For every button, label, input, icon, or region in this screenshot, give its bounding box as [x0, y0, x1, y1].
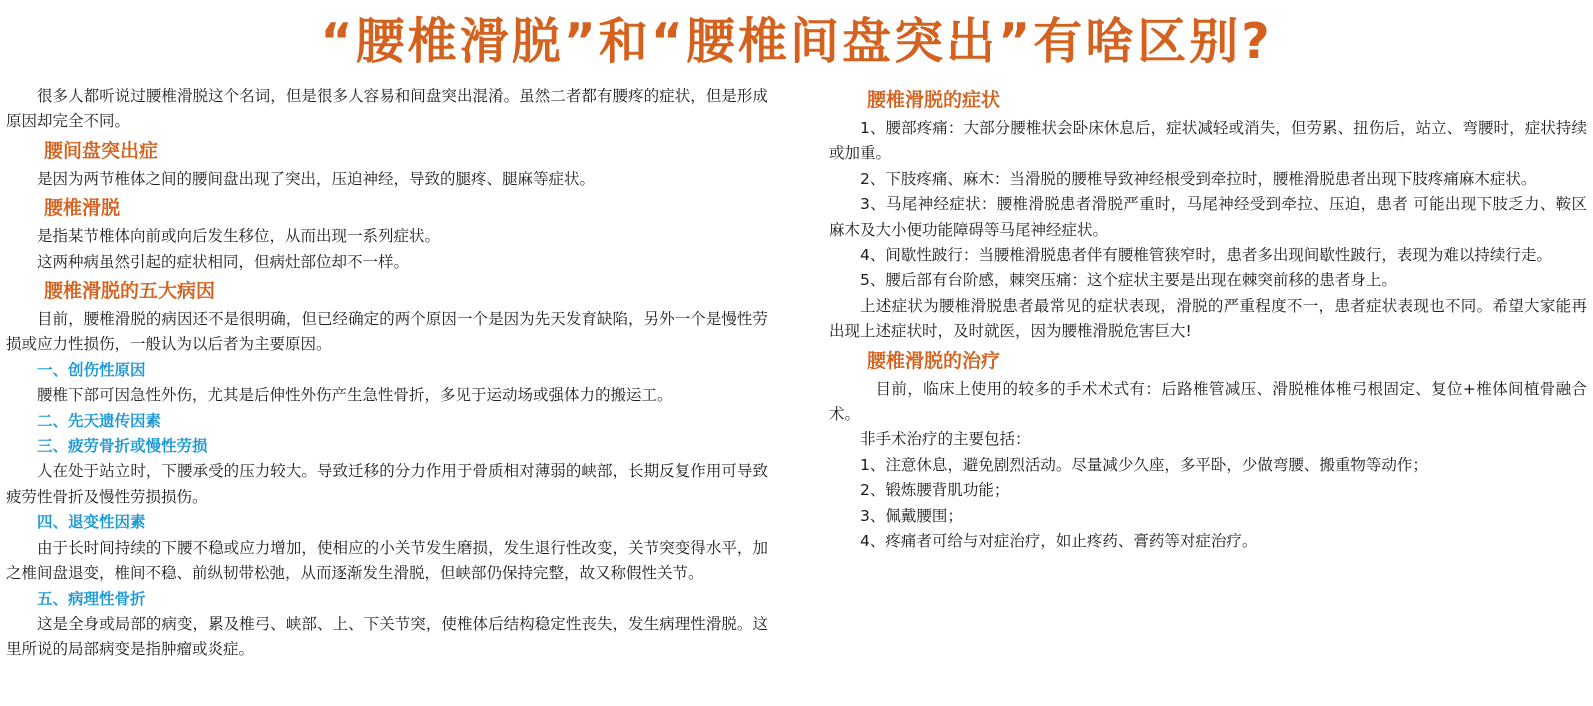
symptom-3-paragraph: 3、马尾神经症状：腰椎滑脱患者滑脱严重时，马尾神经受到牵拉、压迫，患者 可能出现下肢乏力、鞍区麻木及大小便功能障碍等马尾神经症状。	[829, 195, 1587, 239]
disc-paragraph: 是因为两节椎体之间的腰间盘出现了突出，压迫神经，导致的腿疼、腿麻等症状。	[37, 169, 596, 188]
left-column	[6, 84, 768, 663]
symptom-1-paragraph: 1、腰部疼痛：大部分腰椎状会卧床休息后，症状减轻或消失，但劳累、扭伤后，站立、弯腰时，症状持续或加重。	[829, 119, 1587, 163]
cause-4-title: 四、退变性因素	[37, 513, 146, 532]
cause-3-title: 三、疲劳骨折或慢性劳损	[37, 437, 208, 456]
cause-2-title: 二、先天遗传因素	[37, 411, 162, 430]
nonsurgical-item-1: 1、注意休息，避免剧烈活动。尽量减少久座，多平卧，少做弯腰、搬重物等动作；	[860, 455, 1428, 474]
cause-4-paragraph: 由于长时间持续的下腰不稳或应力增加，使相应的小关节发生磨损，发生退行性改变，关节突变得水平，加之椎间盘退变，椎间不稳、前纵韧带松弛，从而逐渐发生滑脱，但峡部仍保持完整，故又称假性关节。	[6, 538, 768, 583]
cause-5-paragraph: 这是全身或局部的病变，累及椎弓、峡部、上、下关节突，使椎体后结构稳定性丧失，发生病理性滑脱。这里所说的局部病变是指肿瘤或炎症。	[6, 614, 768, 659]
slip-heading: 腰椎滑脱	[44, 197, 121, 220]
symptom-5-paragraph: 5、腰后部有台阶感，棘突压痛：这个症状主要是出现在棘突前移的患者身上。	[860, 271, 1397, 290]
nonsurgical-item-4: 4、疼痛者可给与对症治疗，如止疼药、膏药等对症治疗。	[860, 532, 1258, 551]
symptoms-summary-paragraph: 上述症状为腰椎滑脱患者最常见的症状表现，滑脱的严重程度不一，患者症状表现也不同。希望大家能再出现上述症状时，及时就医，因为腰椎滑脱危害巨大!	[829, 296, 1587, 341]
treatment-intro-paragraph: 目前，临床上使用的较多的手术术式有：后路椎管减压、滑脱椎体椎弓根固定、复位+椎体间植骨融合术。	[829, 379, 1587, 424]
cause-1-paragraph: 腰椎下部可因急性外伤，尤其是后伸性外伤产生急性骨折，多见于运动场或强体力的搬运工。	[37, 386, 673, 405]
nonsurgical-item-3: 3、佩戴腰围；	[860, 506, 963, 525]
cause-5-title: 五、病理性骨折	[37, 589, 146, 608]
intro-paragraph: 很多人都听说过腰椎滑脱这个名词，但是很多人容易和间盘突出混淆。虽然二者都有腰疼的症状，但是形成原因却完全不同。	[6, 87, 768, 131]
page-title: “腰椎滑脱”和“腰椎间盘突出”有啥区别?	[320, 13, 1273, 70]
cause-1-title: 一、创伤性原因	[37, 360, 146, 379]
right-column	[829, 84, 1587, 555]
symptom-2-paragraph: 2、下肢疼痛、麻木：当滑脱的腰椎导致神经根受到牵拉时，腰椎滑脱患者出现下肢疼痛麻木症状。	[860, 169, 1537, 188]
nonsurgical-intro-paragraph: 非手术治疗的主要包括：	[860, 430, 1031, 449]
causes-intro-paragraph: 目前，腰椎滑脱的病因还不是很明确，但已经确定的两个原因一个是因为先天发育缺陷，另外一个是慢性劳损或应力性损伤，一般认为以后者为主要原因。	[6, 310, 768, 354]
causes-heading: 腰椎滑脱的五大病因	[44, 280, 216, 303]
symptom-4-paragraph: 4、间歇性跛行：当腰椎滑脱患者伴有腰椎管狭窄时，患者多出现间歇性跛行，表现为难以持续行走。	[860, 246, 1552, 265]
treatment-heading: 腰椎滑脱的治疗	[867, 349, 1001, 372]
disc-heading: 腰间盘突出症	[44, 139, 159, 162]
nonsurgical-item-2: 2、锻炼腰背肌功能；	[860, 481, 1010, 500]
slip-paragraph-2: 这两种病虽然引起的症状相同，但病灶部位却不一样。	[37, 252, 410, 271]
symptoms-heading: 腰椎滑脱的症状	[867, 89, 1001, 111]
cause-3-paragraph: 人在处于站立时，下腰承受的压力较大。导致迁移的分力作用于骨质相对薄弱的峡部，长期反复作用可导致疲劳性骨折及慢性劳损损伤。	[6, 462, 768, 506]
slip-paragraph-1: 是指某节椎体向前或向后发生移位，从而出现一系列症状。	[37, 227, 441, 246]
